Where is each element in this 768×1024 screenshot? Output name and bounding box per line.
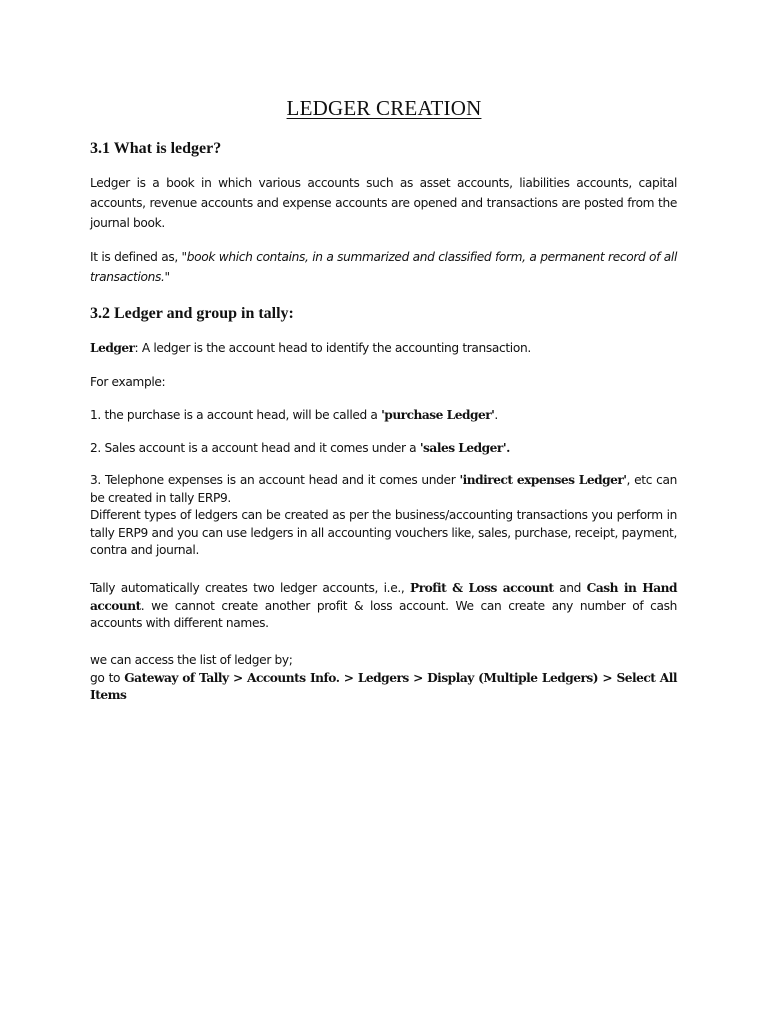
ledger-term-definition: : A ledger is the account head to identify the accounting transaction.	[134, 341, 531, 355]
access-ledger-list-paragraph	[90, 652, 677, 705]
auto-created-ledgers-paragraph	[90, 580, 677, 633]
example-indirect-expenses-ledger	[90, 472, 677, 560]
defined-as-quote: "book which contains, in a summarized and classified form, a permanent record of all transactions."	[90, 250, 677, 284]
auto-text-1: Tally automatically creates two ledger accounts, i.e.,	[90, 581, 411, 595]
example-intro: For example:	[90, 375, 166, 389]
access-intro: we can access the list of ledger by;	[90, 653, 293, 667]
section-heading-ledger-and-group: 3.2 Ledger and group in tally:	[90, 305, 294, 322]
auto-bold-cash-in-hand: Cash in Hand account	[90, 581, 677, 613]
example-3-text: 3. Telephone expenses is an account head and it comes under	[90, 473, 460, 487]
ledger-term: Ledger	[90, 341, 135, 355]
auto-text-3: . we cannot create another profit & loss account. We can create any number of cash accounts with different names.	[90, 598, 677, 630]
example-2-text: 2. Sales account is a account head and it comes under a	[90, 441, 420, 455]
example-purchase-ledger	[90, 405, 677, 425]
example-1-bold: 'purchase Ledger'	[381, 408, 495, 422]
ledger-term-paragraph	[90, 338, 677, 358]
section-heading-what-is-ledger: 3.1 What is ledger?	[90, 140, 222, 157]
auto-text-2: and	[553, 581, 587, 595]
access-path: Gateway of Tally > Accounts Info. > Ledgers > Display (Multiple Ledgers) > Select All Items	[90, 670, 677, 702]
ledger-types-paragraph: Different types of ledgers can be created as per the business/accounting transactions you perform in tally ERP9 and you can use ledgers in all accounting vouchers like, sales, purchase, receipt, payment, contra and journal.	[90, 508, 677, 557]
example-1-end: .	[494, 408, 498, 422]
example-1-text: 1. the purchase is a account head, will be called a	[90, 408, 382, 422]
defined-as-prefix: It is defined as,	[90, 250, 182, 264]
example-3-end: , etc can be created in tally ERP9.	[90, 473, 677, 505]
access-prefix: go to	[90, 670, 125, 685]
auto-bold-profit-loss: Profit & Loss account	[410, 581, 554, 595]
example-sales-ledger	[90, 438, 677, 458]
ledger-definition-paragraph: Ledger is a book in which various accounts such as asset accounts, liabilities accounts, capital accounts, revenue accounts and expense accounts are opened and transactions are posted from the journal book.	[90, 176, 677, 230]
document-title: LEDGER CREATION	[286, 96, 482, 120]
example-2-bold: 'sales Ledger'.	[419, 441, 510, 455]
ledger-defined-as-paragraph	[90, 247, 677, 287]
example-3-bold: 'indirect expenses Ledger'	[459, 473, 627, 487]
